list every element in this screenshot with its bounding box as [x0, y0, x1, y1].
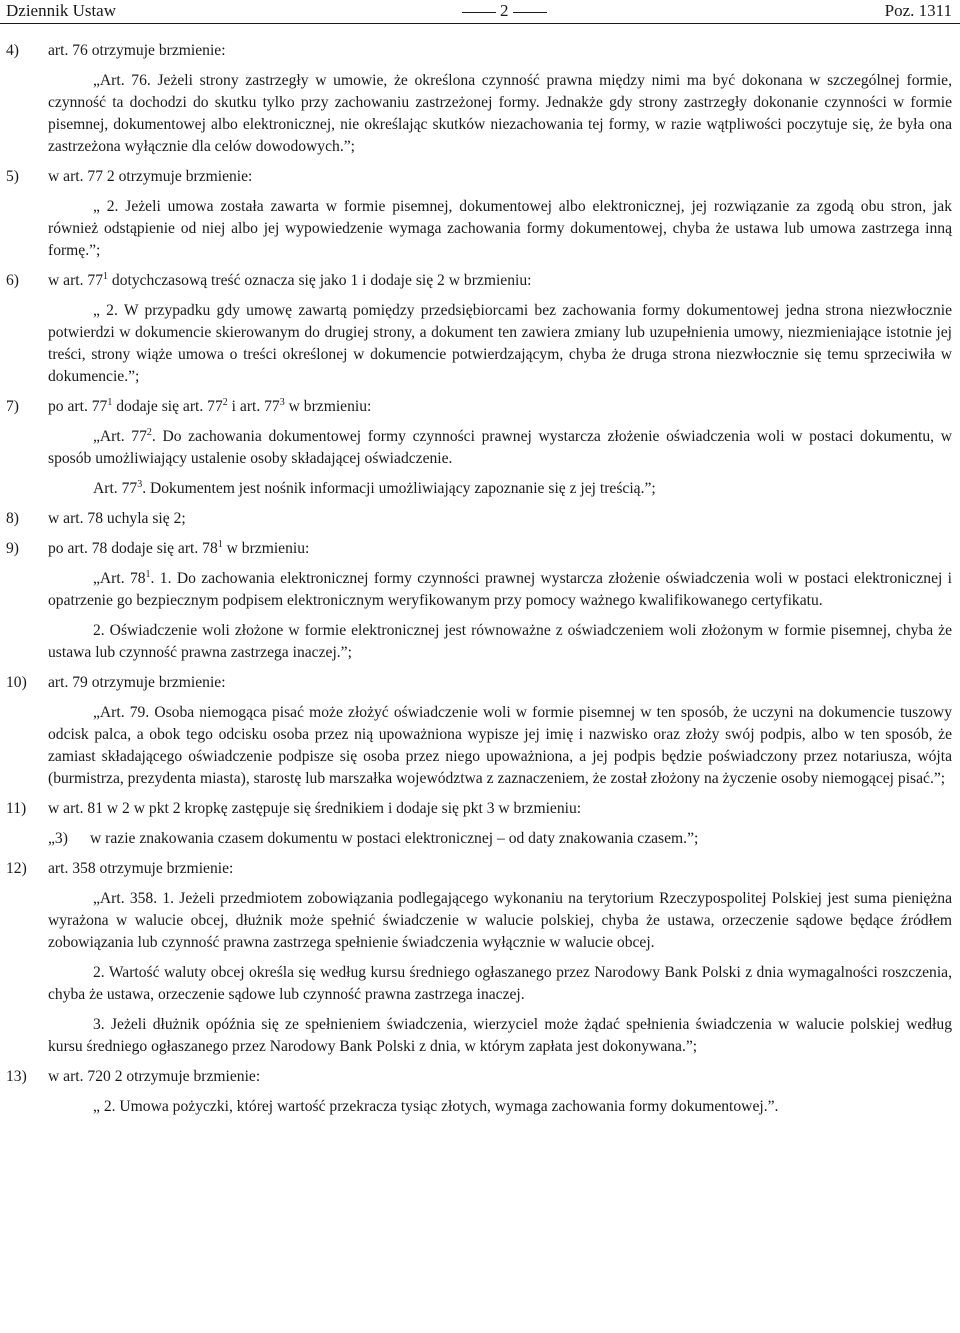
superscript: 1 [217, 539, 223, 550]
paragraph [0, 478, 960, 500]
list-item [0, 166, 960, 188]
item-text: art. 76 otrzymuje brzmienie: [48, 42, 226, 59]
superscript: 2 [146, 427, 152, 438]
item-number: 11) [6, 800, 27, 817]
item-text: w art. 81 w 2 w pkt 2 kropkę zastępuje się średnikiem i dodaje się pkt 3 w brzmieniu: [48, 800, 582, 817]
item-text [48, 272, 531, 289]
document-body [0, 40, 960, 1126]
journal-title: Dziennik Ustaw [6, 1, 117, 20]
list-item [0, 538, 960, 560]
item-number: 6) [6, 272, 19, 289]
superscript: 1 [107, 397, 113, 408]
list-item [0, 1066, 960, 1088]
text-part: dotychczasową treść oznacza się jako 1 i dodaje się 2 w brzmieniu: [108, 272, 532, 289]
item-number: 12) [6, 860, 27, 877]
list-item [0, 672, 960, 694]
item-number: 5) [6, 168, 19, 185]
page-header [0, 0, 960, 23]
list-item [0, 508, 960, 530]
item-number: 4) [6, 42, 19, 59]
text-part: „Art. 78 [93, 570, 146, 587]
paragraph: „ 2. W przypadku gdy umowę zawartą pomiędzy przedsiębiorcami bez zachowania formy dokumentowej jedna strona niezwłocznie potwierdzi w dokumencie skierowanym do drugiej strony, a dokument ten zawiera zmiany lub uzupełnienia umowy, niezmieniające istotnie jej treści, strony wiąże umowa o treści określonej w dokumencie potwierdzającym, chyba że druga strona niezwłocznie się temu sprzeciwiła w dokumencie.”; [48, 302, 952, 385]
header-divider [0, 23, 960, 24]
superscript: 3 [137, 479, 143, 490]
item-number: 8) [6, 510, 19, 527]
item-text [48, 540, 309, 557]
item-number: 9) [6, 540, 19, 557]
dash-left [462, 12, 496, 13]
dash-right [513, 12, 547, 13]
list-item [0, 396, 960, 418]
text-part: Art. 77 [93, 480, 138, 497]
text-part: po art. 77 [48, 398, 108, 415]
item-text: w art. 78 uchyla się 2; [48, 510, 186, 527]
text-part: i art. 77 [227, 398, 280, 415]
item-text: w art. 77 2 otrzymuje brzmienie: [48, 168, 253, 185]
text-part: w brzmieniu: [222, 540, 310, 557]
superscript: 1 [145, 569, 151, 580]
item-number: 13) [6, 1068, 27, 1085]
superscript: 1 [103, 271, 108, 282]
list-item [0, 858, 960, 880]
list-item [0, 270, 960, 292]
position-number: Poz. 1311 [884, 1, 952, 20]
superscript: 2 [222, 397, 228, 408]
text-part: „Art. 77 [93, 428, 147, 445]
list-item [0, 798, 960, 820]
item-text [48, 398, 371, 415]
item-number: 7) [6, 398, 19, 415]
text-part: w brzmieniu: [284, 398, 372, 415]
paragraph: „Art. 79. Osoba niemogąca pisać może złożyć oświadczenie woli w formie pisemnej w ten sposób, że uczyni na dokumencie tuszowy odcisk palca, a obok tego odcisku osoba przez nią upoważniona wypisze jej imię i nazwisko oraz złoży swój podpis, albo w ten sposób, że zamiast składającego oświadczenie podpisze się osoba przez niego upoważniona, a jej podpis będzie poświadczony przez notariusza, wójta (burmistrza, prezydenta miasta), starostę lub marszałka województwa z zaznaczeniem, że został złożony na życzenie osoby niemogącej pisać.”; [48, 704, 952, 787]
page-number [458, 0, 551, 22]
page-number-value: 2 [500, 1, 509, 20]
text-part: dodaje się art. 77 [112, 398, 223, 415]
paragraph: 2. Oświadczenie woli złożone w formie elektronicznej jest równoważne z oświadczeniem woli złożonym w formie pisemnej, chyba że ustawa lub czynność prawna zastrzega inaczej.”; [48, 622, 952, 661]
paragraph: „ 2. Jeżeli umowa została zawarta w formie pisemnej, dokumentowej albo elektronicznej, jej rozwiązanie za zgodą obu stron, jak również odstąpienie od niej albo jej wypowiedzenie wymaga zachowania formy dokumentowej, chyba że ustawa lub umowa zastrzega inną formę.”; [48, 198, 952, 259]
paragraph: „Art. 76. Jeżeli strony zastrzegły w umowie, że określona czynność prawna między nimi ma być dokonana w szczególnej formie, czynność ta dochodzi do skutku tylko przy zachowaniu zastrzeżonej formy. Jednakże gdy strony zastrzegły dokonanie czynności w formie pisemnej, dokumentowej albo elektronicznej, nie określając skutków niezachowania tej formy, w razie wątpliwości poczytuje się, że była ona zastrzeżona wyłącznie dla celów dowodowych.”; [48, 72, 952, 155]
list-item [0, 40, 960, 62]
sub-point [0, 828, 960, 850]
paragraph [0, 568, 960, 612]
text-part: . Do zachowania dokumentowej formy czynności prawnej wystarcza złożenie oświadczenia woli w postaci dokumentu, w sposób umożliwiający ustalenie osoby składającej oświadczenie. [48, 428, 952, 467]
text-part: po art. 78 dodaje się art. 78 [48, 540, 218, 557]
paragraph: „Art. 358. 1. Jeżeli przedmiotem zobowiązania podlegającego wykonaniu na terytorium Rzeczypospolitej Polskiej jest suma pieniężna wyrażona w walucie obcej, dłużnik może spełnić świadczenie w walucie polskiej, chyba że ustawa, orzeczenie sądowe będące źródłem zobowiązania lub czynność prawna zastrzega spełnienie świadczenia wyłącznie w walucie obcej. [48, 890, 952, 951]
paragraph: „ 2. Umowa pożyczki, której wartość przekracza tysiąc złotych, wymaga zachowania formy dokumentowej.”. [93, 1098, 779, 1115]
superscript: 3 [279, 397, 285, 408]
item-text: w art. 720 2 otrzymuje brzmienie: [48, 1068, 261, 1085]
sub-point-text: w razie znakowania czasem dokumentu w postaci elektronicznej – od daty znakowania czasem.”; [90, 830, 699, 847]
paragraph [0, 426, 960, 470]
paragraph: 3. Jeżeli dłużnik opóźnia się ze spełnieniem świadczenia, wierzyciel może żądać spełnienia świadczenia w walucie polskiej według kursu średniego ogłaszanego przez Narodowy Bank Polski z dnia, w którym zapłata jest dokonywana.”; [48, 1016, 952, 1055]
text-part: w art. 77 [48, 272, 103, 289]
text-part: . 1. Do zachowania elektronicznej formy czynności prawnej wystarcza złożenie oświadczenia woli w postaci elektronicznej i opatrzenie go bezpiecznym podpisem elektronicznym weryfikowanym przy pomocy ważnego kwalifikowanego certyfikatu. [48, 570, 952, 609]
sub-point-number: „3) [48, 830, 68, 847]
paragraph: 2. Wartość waluty obcej określa się według kursu średniego ogłaszanego przez Narodowy Bank Polski z dnia wymagalności roszczenia, chyba że ustawa, orzeczenie sądowe lub czynność prawna zastrzega inaczej. [48, 964, 952, 1003]
item-text: art. 358 otrzymuje brzmienie: [48, 860, 234, 877]
item-number: 10) [6, 674, 27, 691]
item-text: art. 79 otrzymuje brzmienie: [48, 674, 226, 691]
text-part: . Dokumentem jest nośnik informacji umożliwiający zapoznanie się z jej treścią.”; [142, 480, 656, 497]
